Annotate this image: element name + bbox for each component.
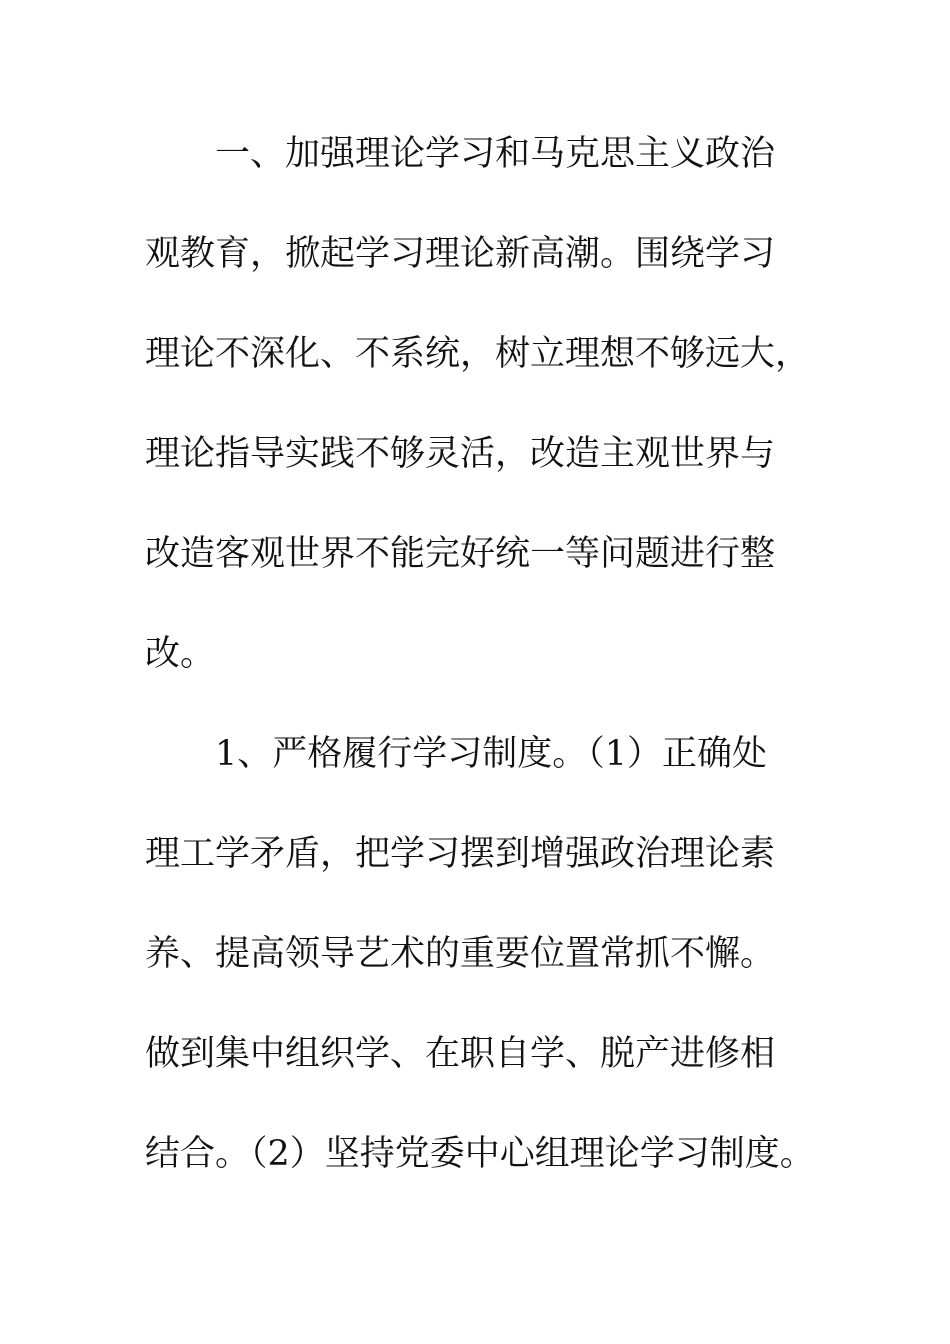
paragraph-1-line-3: 理论不深化、不系统，树立理想不够远大， xyxy=(145,334,811,374)
paragraph-1-line-5: 改造客观世界不能完好统一等问题进行整 xyxy=(145,534,776,574)
paragraph-2-line-3: 养、提高领导艺术的重要位置常抓不懈。 xyxy=(145,934,776,974)
paragraph-1-line-1: 一、加强理论学习和马克思主义政治 xyxy=(215,134,776,174)
paragraph-2-line-2: 理工学矛盾，把学习摆到增强政治理论素 xyxy=(145,834,776,874)
paragraph-2-line-5: 结合。（2）坚持党委中心组理论学习制度。 xyxy=(145,1134,815,1174)
paragraph-2-line-4: 做到集中组织学、在职自学、脱产进修相 xyxy=(145,1034,776,1074)
paragraph-2-line-1: 1、严格履行学习制度。（1）正确处 xyxy=(215,734,768,774)
document-body xyxy=(145,124,845,1224)
paragraph-1-line-6: 改。 xyxy=(145,634,216,674)
paragraph-1-line-2: 观教育，掀起学习理论新高潮。围绕学习 xyxy=(145,234,776,274)
paragraph-1-line-4: 理论指导实践不够灵活，改造主观世界与 xyxy=(145,434,776,474)
